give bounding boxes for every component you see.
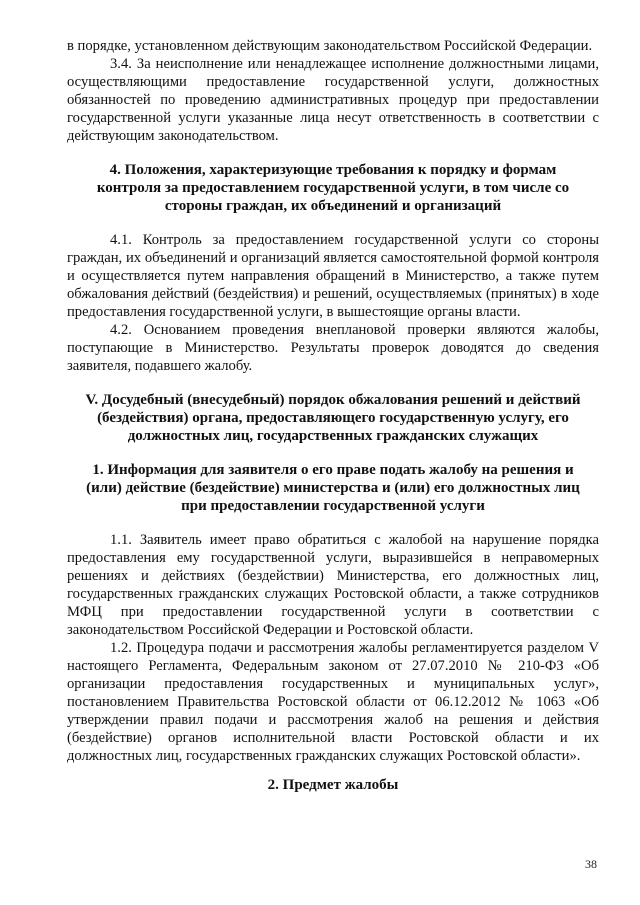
section-2-heading: 2. Предмет жалобы bbox=[267, 777, 399, 793]
paragraph-4-2: 4.2. Основанием проведения внеплановой проверки являются жалобы, поступающие в Министерство. Результаты проверок доводятся до сведения заявителя, подавшего жалобу. bbox=[67, 322, 599, 374]
section-1-heading: 1. Информация для заявителя о его праве подать жалобу на решения и (или) действие (бездействие) министерства и (или) его должностных лиц при предоставлении государственной услуги bbox=[86, 462, 580, 514]
paragraph-1-2: 1.2. Процедура подачи и рассмотрения жалобы регламентируется разделом V настоящего Регламента, Федеральным законом от 27.07.2010 № 210-ФЗ «Об организации предоставления государственных и муниципальных услуг», постановлением Правительства Ростовской области от 06.12.2012 № 1063 «Об утверждении правил подачи и рассмотрения жалоб на решения и действия (бездействие) органов исполнительной власти Ростовской области и их должностных лиц, государственных гражданских служащих Ростовской области». bbox=[67, 640, 599, 764]
section-v-heading: V. Досудебный (внесудебный) порядок обжалования решений и действий (бездействия) органа, предоставляющего государственную услугу, его должностных лиц, государственных гражданских служащих bbox=[85, 392, 581, 444]
paragraph-4-1: 4.1. Контроль за предоставлением государственной услуги со стороны граждан, их объединений и организаций является самостоятельной формой контроля и осуществляется путем направления обращений в Министерство, а также путем обжалования действий (бездействия) и решений, осуществляемых (принятых) в ходе предоставления государственной услуги, в вышестоящие органы власти. bbox=[67, 232, 599, 320]
section-4-heading: 4. Положения, характеризующие требования к порядку и формам контроля за предоставлением государственной услуги, в том числе со стороны граждан, их объединений и организаций bbox=[96, 162, 570, 214]
page-number: 38 bbox=[585, 857, 597, 871]
continuation-paragraph: в порядке, установленном действующим законодательством Российской Федерации. bbox=[67, 38, 593, 54]
page-content bbox=[67, 37, 599, 794]
paragraph-3-4: 3.4. За неисполнение или ненадлежащее исполнение должностными лицами, осуществляющими предоставление государственной услуги, должностных обязанностей по проведению административных процедур при предоставлении государственной услуги указанные лица несут ответственность в соответствии с действующим законодательством. bbox=[67, 56, 599, 144]
paragraph-1-1: 1.1. Заявитель имеет право обратиться с жалобой на нарушение порядка предоставления ему государственной услуги, выразившейся в неправомерных решениях и действиях (бездействии) Министерства, его должностных лиц, государственных гражданских служащих Ростовской области, а также сотрудников МФЦ при предоставлении государственной услуги в соответствии с законодательством Российской Федерации и Ростовской области. bbox=[67, 532, 599, 638]
